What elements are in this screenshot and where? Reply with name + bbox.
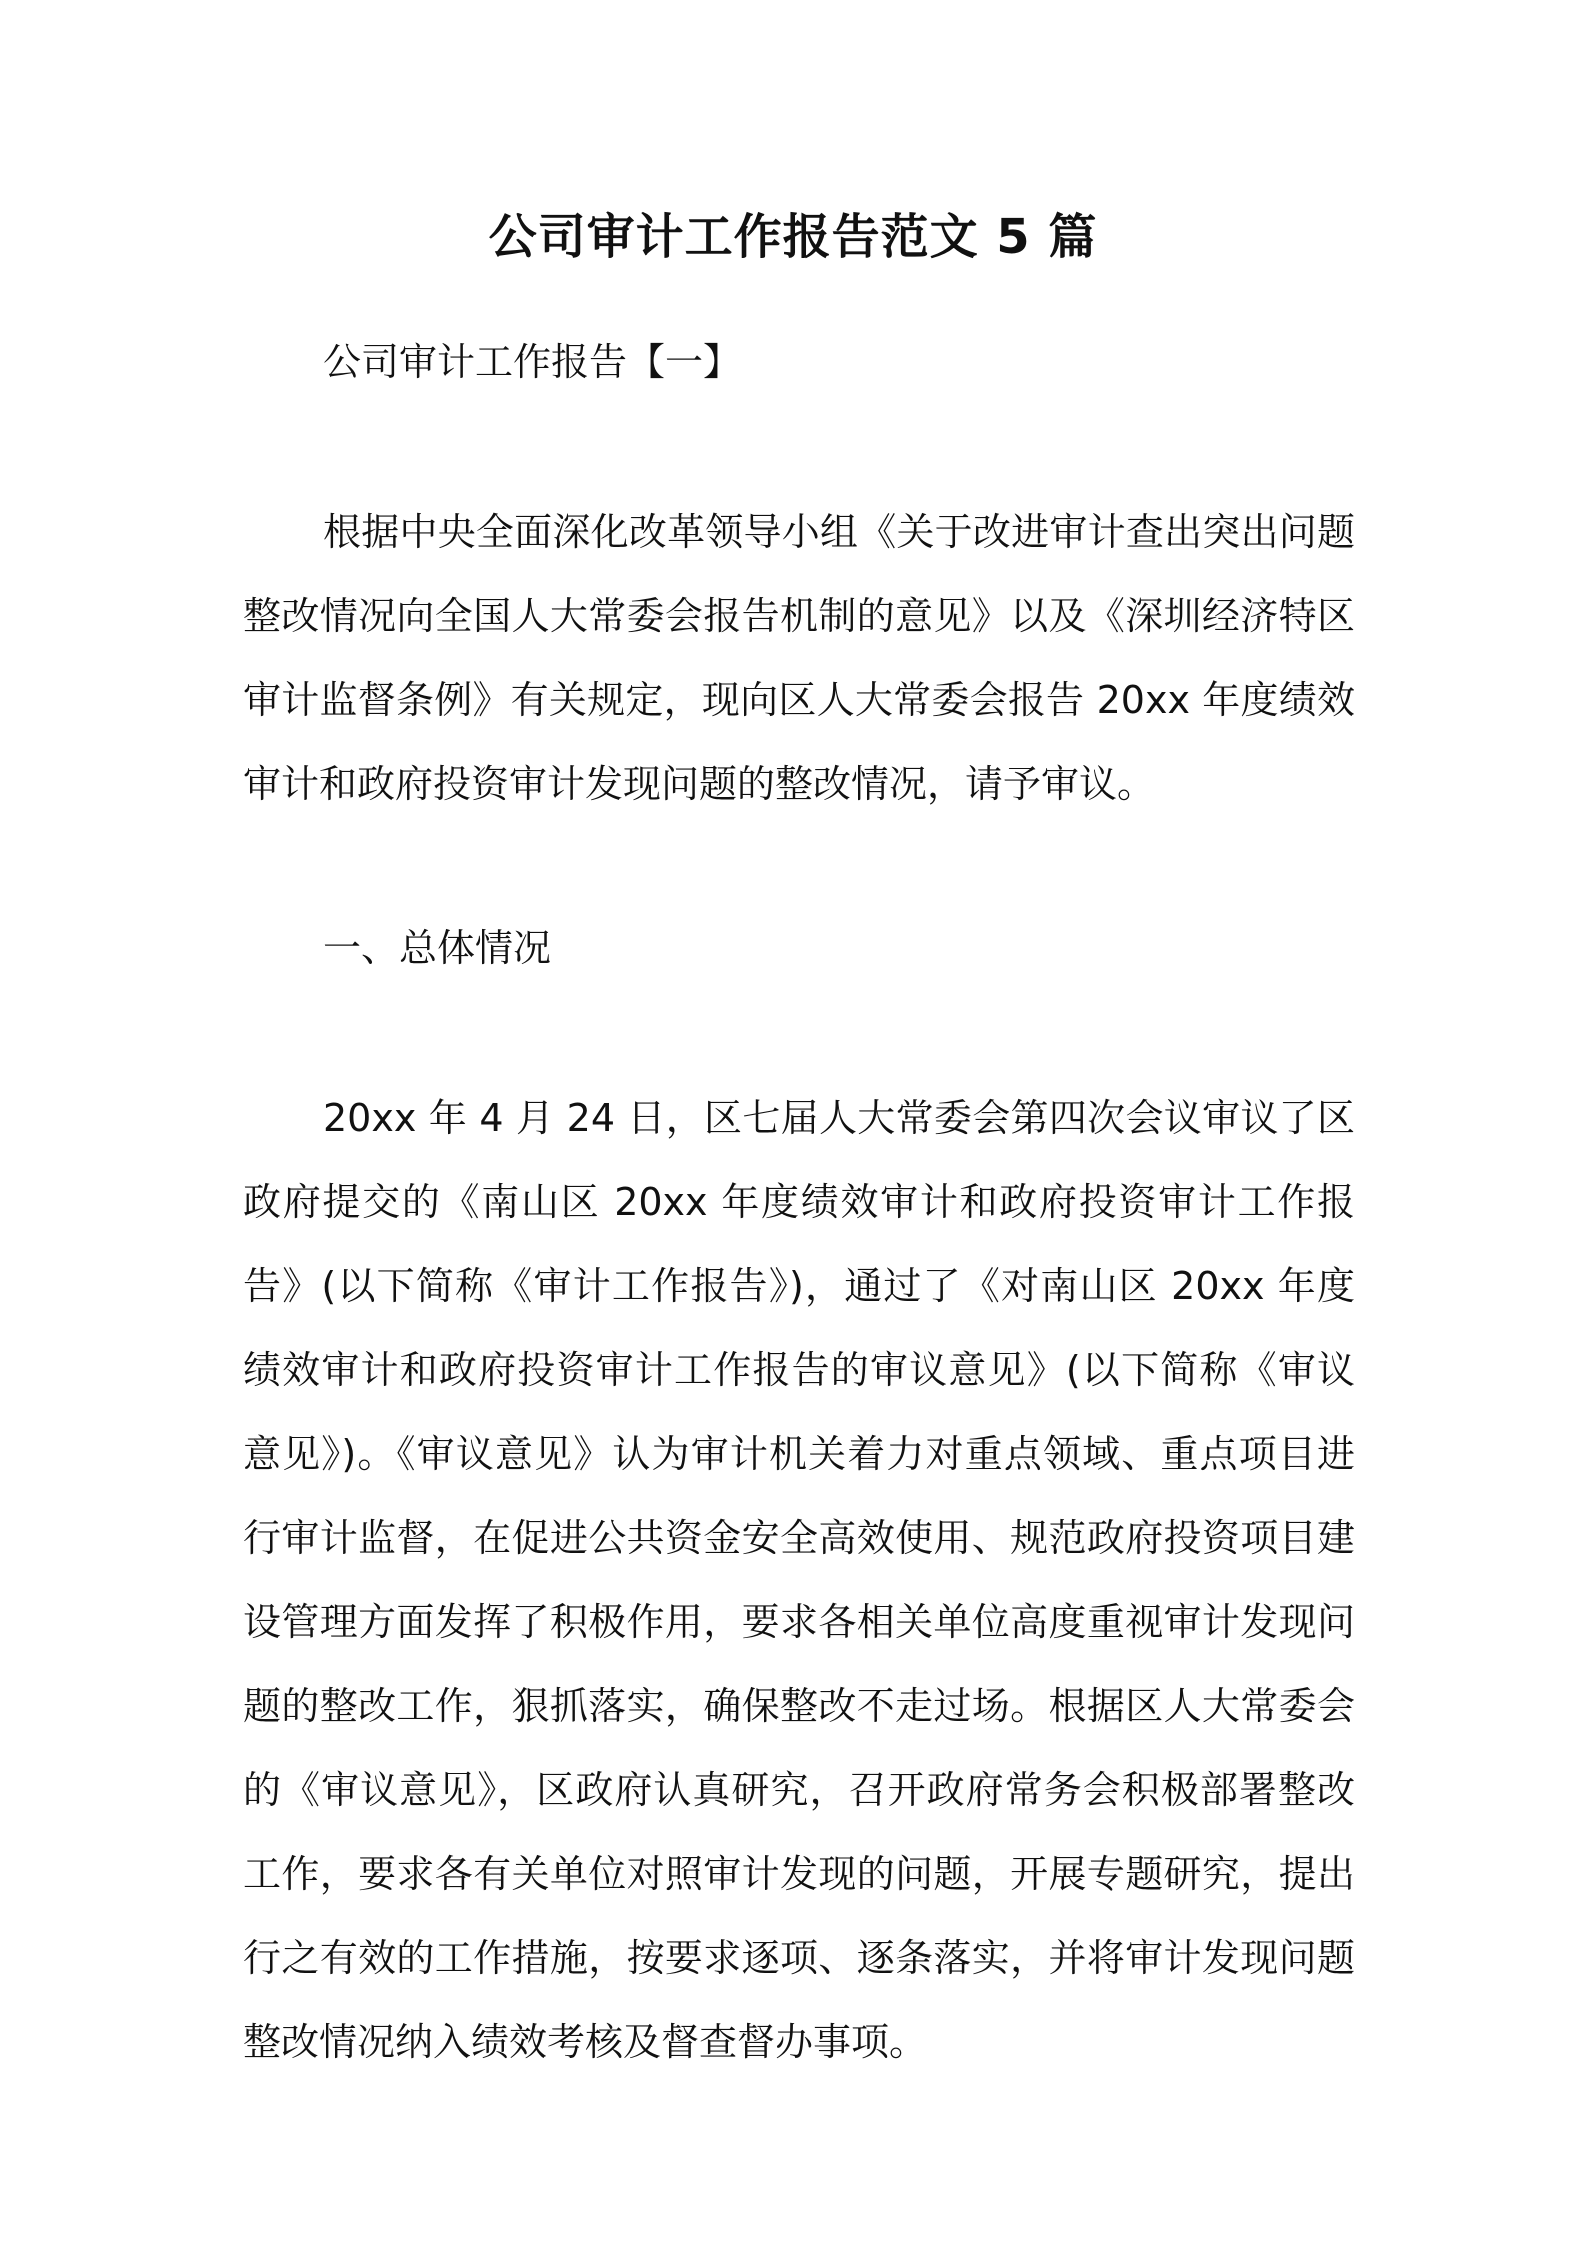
report-subtitle: 公司审计工作报告【一】 <box>323 340 742 384</box>
paragraph-intro: 根据中央全面深化改革领导小组《关于改进审计查出突出问题整改情况向全国人大常委会报告机制的意见》以及《深圳经济特区审计监督条例》有关规定，现向区人大常委会报告 20xx 年度绩效审计和政府投资审计发现问题的整改情况，请予审议。 <box>243 510 1355 806</box>
paragraph-overall: 20xx 年 4 月 24 日，区七届人大常委会第四次会议审议了区政府提交的《南山区 20xx 年度绩效审计和政府投资审计工作报告》(以下简称《审计工作报告》)，通过了《对南山区 20xx 年度绩效审计和政府投资审计工作报告的审议意见》(以下简称《审议意见》)。《审议意见》认为审计机关着力对重点领域、重点项目进行审计监督，在促进公共资金安全高效使用、规范政府投资项目建设管理方面发挥了积极作用，要求各相关单位高度重视审计发现问题的整改工作，狠抓落实，确保整改不走过场。根据区人大常委会的《审议意见》，区政府认真研究，召开政府常务会积极部署整改工作，要求各有关单位对照审计发现的问题，开展专题研究，提出行之有效的工作措施，按要求逐项、逐条落实，并将审计发现问题整改情况纳入绩效考核及督查督办事项。 <box>243 1096 1355 2064</box>
section-heading-overall: 一、总体情况 <box>323 926 552 970</box>
document-title: 公司审计工作报告范文 5 篇 <box>488 209 1098 265</box>
